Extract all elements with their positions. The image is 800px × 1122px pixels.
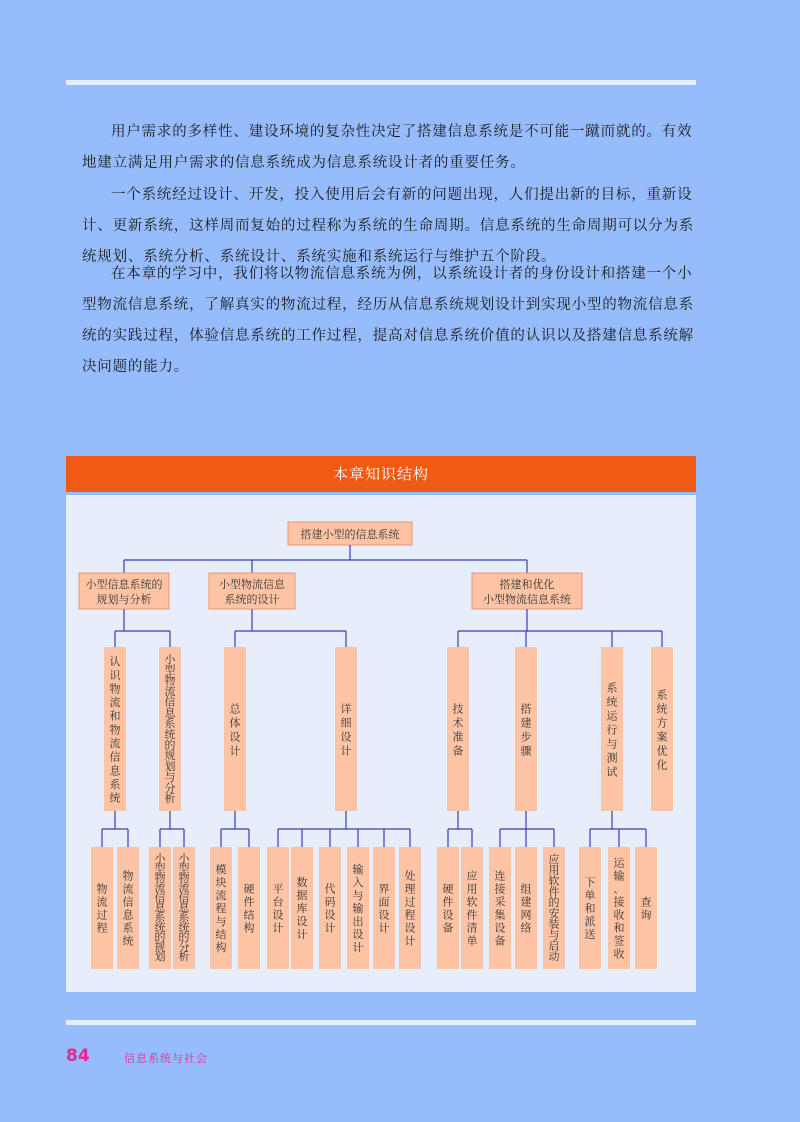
l2-label-5: 搭建步骤 bbox=[520, 702, 532, 758]
l3-label-0-0: 物流过程 bbox=[96, 882, 108, 935]
l3-label-5-2: 应用软件的安装与启动 bbox=[548, 852, 560, 964]
bottom-rule bbox=[66, 1020, 696, 1025]
l1-label-0-b: 规划与分析 bbox=[96, 593, 152, 606]
l1-label-2-a: 搭建和优化 bbox=[499, 578, 555, 591]
l3-label-1-0: 小型物流信息系统的规划 bbox=[154, 852, 166, 964]
l1-label-2-b: 小型物流信息系统 bbox=[483, 593, 571, 606]
l3-label-3-0: 平台设计 bbox=[272, 882, 284, 935]
paragraph-3: 在本章的学习中，我们将以物流信息系统为例，以系统设计者的身份设计和搭建一个小型物流信息系统，了解真实的物流过程，经历从信息系统规划设计到实现小型的物流信息系统的实践过程，体验信息系统的工作过程，提高对信息系统价值的认识以及搭建信息系统解决问题的能力。 bbox=[82, 266, 694, 375]
l3-label-3-3: 输入与输出设计 bbox=[352, 863, 364, 955]
l2-label-4: 技术准备 bbox=[452, 702, 464, 758]
l3-label-0-1: 物流信息系统 bbox=[122, 869, 134, 948]
l3-label-2-0: 模块流程与结构 bbox=[215, 863, 227, 955]
l3-label-4-0: 硬件设备 bbox=[442, 882, 454, 935]
l3-label-6-1: 运输、接收和签收 bbox=[613, 856, 625, 961]
page-number: 84 bbox=[66, 1046, 90, 1066]
root-label: 搭建小型的信息系统 bbox=[300, 528, 400, 541]
l3-label-5-1: 组建网络 bbox=[520, 882, 532, 935]
l2-label-0: 认识物流和物流信息系统 bbox=[109, 655, 121, 805]
l2-label-1: 小型物流信息系统的规划与分析 bbox=[164, 652, 176, 806]
l3-label-6-0: 下单和派送 bbox=[584, 876, 596, 942]
l3-label-1-1: 小型物流信息系统的分析 bbox=[178, 852, 190, 964]
top-rule bbox=[66, 80, 696, 85]
l2-label-2: 总体设计 bbox=[229, 702, 241, 758]
running-title: 信息系统与社会 bbox=[124, 1052, 208, 1065]
l1-label-0-a: 小型信息系统的 bbox=[85, 578, 163, 591]
knowledge-tree bbox=[66, 495, 696, 992]
l3-label-3-2: 代码设计 bbox=[324, 882, 336, 935]
knowledge-structure-banner: 本章知识结构 bbox=[66, 456, 696, 492]
l3-label-6-2: 查询 bbox=[640, 895, 652, 922]
l3-label-3-5: 处理过程设计 bbox=[404, 869, 416, 948]
l1-label-1-a: 小型物流信息 bbox=[219, 578, 285, 591]
paragraph-2: 一个系统经过设计、开发，投入使用后会有新的问题出现，人们提出新的目标，重新设计、更新系统，这样周而复始的过程称为系统的生命周期。信息系统的生命周期可以分为系统规划、系统分析、系统设计、系统实施和系统运行与维护五个阶段。 bbox=[82, 187, 694, 265]
l1-label-1-b: 系统的设计 bbox=[224, 593, 280, 606]
knowledge-structure-panel bbox=[66, 495, 696, 992]
l3-label-5-0: 连接采集设备 bbox=[494, 869, 506, 948]
l3-label-3-4: 界面设计 bbox=[378, 882, 390, 935]
l3-label-4-1: 应用软件清单 bbox=[466, 869, 478, 948]
l3-label-2-1: 硬件结构 bbox=[243, 882, 255, 935]
l3-label-3-1: 数据库设计 bbox=[296, 876, 308, 942]
l2-label-3: 详细设计 bbox=[340, 702, 352, 758]
l2-label-6: 系统运行与测试 bbox=[606, 681, 618, 779]
l2-label-7: 系统方案优化 bbox=[656, 688, 668, 772]
paragraph-1: 用户需求的多样性、建设环境的复杂性决定了搭建信息系统是不可能一蹴而就的。有效地建立满足用户需求的信息系统成为信息系统设计者的重要任务。 bbox=[82, 124, 693, 171]
